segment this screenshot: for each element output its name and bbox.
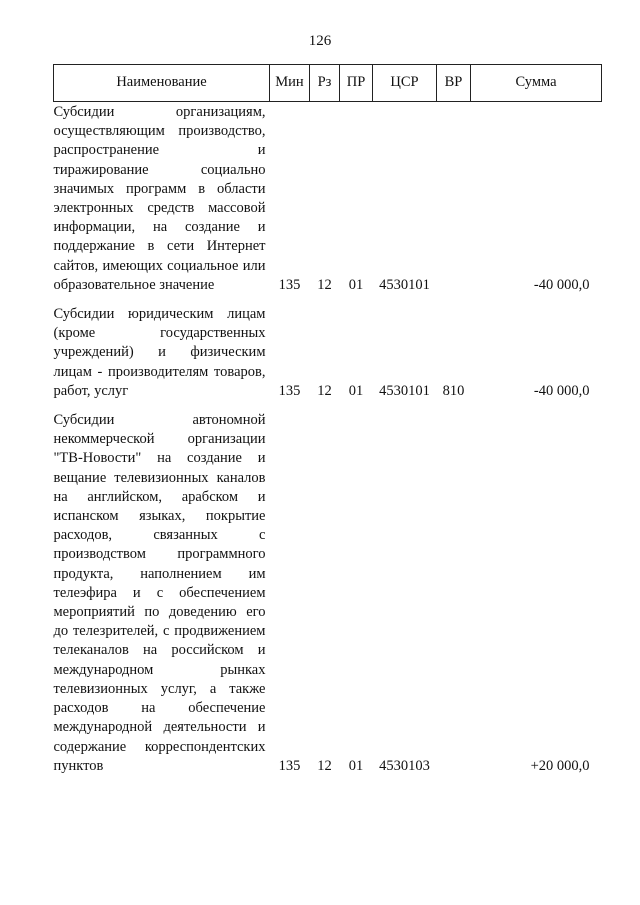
header-vr: ВР bbox=[437, 65, 471, 102]
row-csr: 4530101 bbox=[379, 276, 430, 293]
header-pr: ПР bbox=[340, 65, 373, 102]
row-name: Субсидии организациям, осуществляющим производство, распространение и тиражирование социально значимых программ в области электронных средств массовой информации, на создание и поддержание в сети Интернет сайтов, имеющих социальное или образовательное значение bbox=[53, 104, 266, 293]
table-header-row bbox=[54, 65, 602, 102]
header-csr: ЦСР bbox=[373, 65, 437, 102]
header-name: Наименование bbox=[54, 65, 270, 102]
row-pr: 01 bbox=[348, 757, 364, 774]
row-vr bbox=[437, 401, 471, 776]
row-min: 135 bbox=[278, 276, 301, 293]
header-rz: Рз bbox=[310, 65, 340, 102]
header-min: Мин bbox=[270, 65, 310, 102]
row-name: Субсидии автономной некоммерческой организации "ТВ-Новости" на создание и вещание телевизионных каналов на английском, арабском и испанском языках, покрытие расходов, связанных с производством программного продукта, наполнением им телеэфира и с обеспечением мероприятий по доведению его до телезрителей, с продвижением телеканалов на российском и международном рынках телевизионных услуг, а также расходов на обеспечение международной деятельности и содержание корреспондентских пунктов bbox=[53, 412, 266, 774]
row-min: 135 bbox=[278, 382, 301, 399]
row-rz: 12 bbox=[317, 382, 332, 399]
budget-table bbox=[53, 64, 602, 776]
row-vr bbox=[437, 102, 471, 296]
row-pr: 01 bbox=[348, 382, 364, 399]
row-csr: 4530103 bbox=[379, 757, 430, 774]
row-sum: +20 000,0 bbox=[530, 757, 590, 774]
table-row bbox=[54, 102, 602, 296]
header-sum: Сумма bbox=[471, 65, 602, 102]
row-min: 135 bbox=[278, 757, 301, 774]
row-csr: 4530101 bbox=[379, 382, 430, 399]
row-vr: 810 bbox=[442, 382, 465, 399]
table-row bbox=[54, 401, 602, 776]
row-rz: 12 bbox=[317, 757, 332, 774]
row-rz: 12 bbox=[317, 276, 332, 293]
table-row bbox=[54, 295, 602, 401]
page-number: 126 bbox=[308, 33, 332, 49]
row-name: Субсидии юридическим лицам (кроме государственных учреждений) и физическим лицам - производителям товаров, работ, услуг bbox=[53, 306, 266, 399]
row-sum: -40 000,0 bbox=[533, 276, 590, 293]
row-sum: -40 000,0 bbox=[533, 382, 590, 399]
row-pr: 01 bbox=[348, 276, 364, 293]
